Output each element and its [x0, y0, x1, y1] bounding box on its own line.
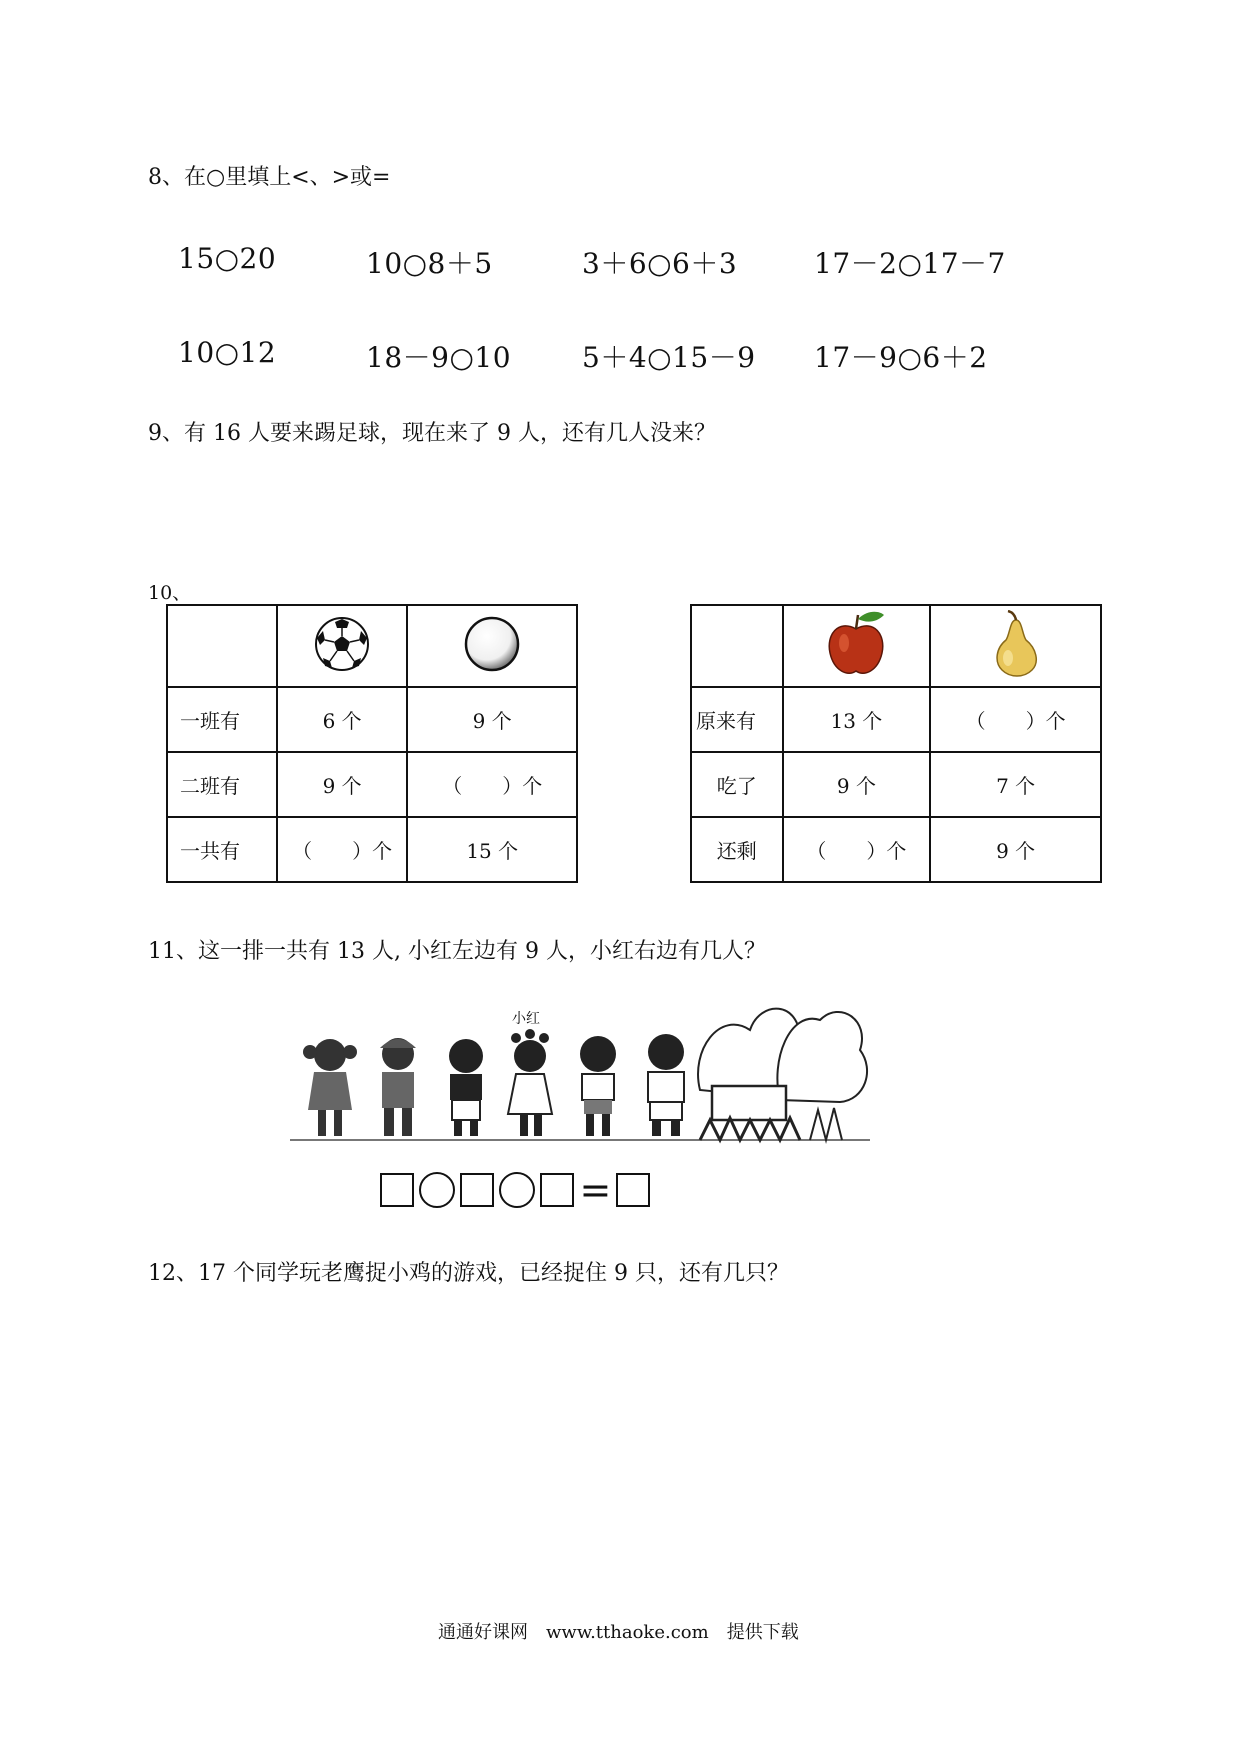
q8-expr-5: 10○12 — [178, 336, 277, 369]
white-ball-icon — [463, 615, 521, 673]
row-head-total: 一共有 — [167, 817, 277, 882]
q11-title: 11、这一排一共有 13 人, 小红左边有 9 人，小红右边有几人？ — [148, 939, 766, 964]
cell-original-apple: 13 个 — [783, 687, 931, 752]
q8-expr-6: 18－9○10 — [366, 341, 512, 374]
answer-box[interactable] — [540, 1173, 574, 1207]
cell-class2-ball: 9 个 — [277, 752, 408, 817]
row-head-eaten: 吃了 — [691, 752, 783, 817]
children-row-illustration — [280, 990, 880, 1160]
pear-icon — [988, 610, 1044, 678]
cell-original-pear[interactable]: （ ）个 — [930, 687, 1101, 752]
answer-box[interactable] — [380, 1173, 414, 1207]
table-header-ball — [277, 605, 408, 687]
cell-left-pear: 9 个 — [930, 817, 1101, 882]
equation-template — [380, 1168, 650, 1212]
soccer-ball-icon — [314, 616, 370, 672]
cell-total-ball[interactable]: （ ）个 — [277, 817, 408, 882]
q8-expr-2: 10○8＋5 — [366, 247, 493, 280]
q12-title: 12、17 个同学玩老鹰捉小鸡的游戏，已经捉住 9 只，还有几只？ — [148, 1261, 789, 1286]
result-box[interactable] — [616, 1173, 650, 1207]
q8-expr-7: 5＋4○15－9 — [582, 341, 756, 374]
cell-class1-ball: 6 个 — [277, 687, 408, 752]
cell-eaten-pear: 7 个 — [930, 752, 1101, 817]
table-corner-cell — [167, 605, 277, 687]
table-corner-cell — [691, 605, 783, 687]
operator-circle[interactable] — [499, 1172, 535, 1208]
operator-circle[interactable] — [419, 1172, 455, 1208]
cell-total-whiteball: 15 个 — [407, 817, 577, 882]
q8-expr-1: 15○20 — [178, 242, 277, 275]
name-tag-xiaohong: 小红 — [512, 1011, 540, 1027]
q10-table-left — [166, 604, 578, 883]
table-header-whiteball — [407, 605, 577, 687]
q8-title: 8、在○里填上<、>或= — [148, 165, 391, 190]
apple-icon — [824, 609, 888, 679]
cell-eaten-apple: 9 个 — [783, 752, 931, 817]
table-header-apple — [783, 605, 931, 687]
q8-expr-3: 3＋6○6＋3 — [582, 247, 738, 280]
cell-left-apple[interactable]: （ ）个 — [783, 817, 931, 882]
row-head-left: 还剩 — [691, 817, 783, 882]
row-head-class2: 二班有 — [167, 752, 277, 817]
cell-class1-whiteball: 9 个 — [407, 687, 577, 752]
q9-title: 9、有 16 人要来踢足球，现在来了 9 人，还有几人没来？ — [148, 421, 716, 446]
q10-table-right — [690, 604, 1102, 883]
row-head-class1: 一班有 — [167, 687, 277, 752]
q10-label: 10、 — [148, 582, 192, 604]
footer-credit: 通通好课网 www.tthaoke.com 提供下载 — [438, 1622, 799, 1643]
children-row-image — [280, 990, 880, 1160]
cell-class2-whiteball[interactable]: （ ）个 — [407, 752, 577, 817]
table-header-pear — [930, 605, 1101, 687]
answer-box[interactable] — [460, 1173, 494, 1207]
q8-expr-4: 17－2○17－7 — [814, 247, 1006, 280]
q8-expr-8: 17－9○6＋2 — [814, 341, 988, 374]
equals-sign: = — [579, 1168, 612, 1212]
row-head-original: 原来有 — [691, 687, 783, 752]
